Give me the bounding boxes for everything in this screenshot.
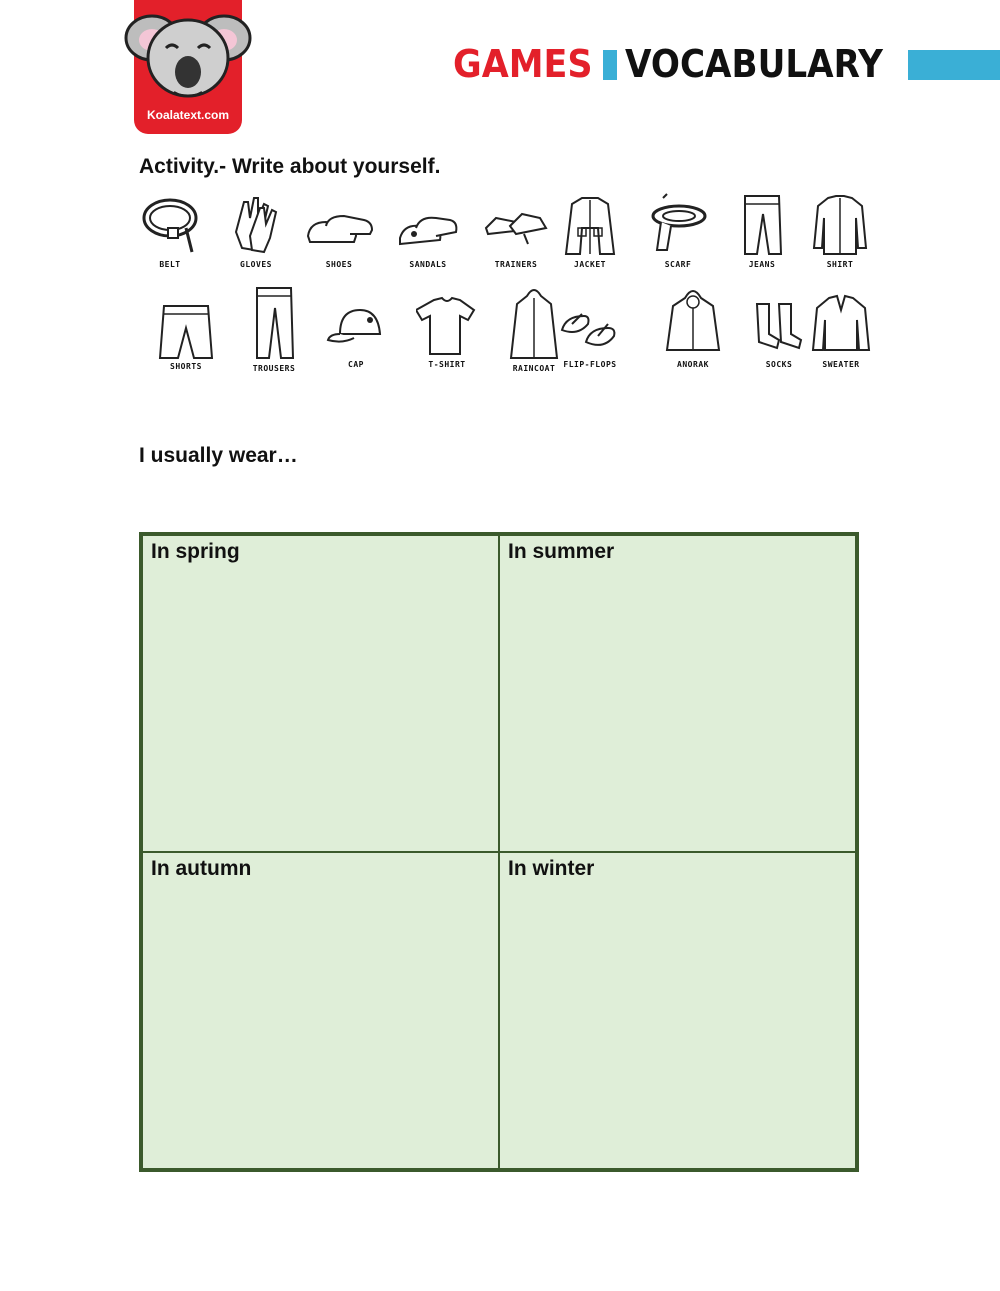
clothing-item [302,192,376,269]
clothing-label: FLIP-FLOPS [563,360,617,369]
tshirt-icon [416,284,478,358]
activity-title: Activity.- Write about yourself. [139,155,441,178]
koala-icon [122,0,254,110]
cap-icon [326,284,386,358]
socks-icon [751,284,807,358]
clothing-item [154,284,218,371]
clothing-item [748,284,810,369]
sweater-icon [811,284,871,358]
clothing-item [662,284,724,369]
clothes-row-2 [134,284,884,384]
clothing-item [730,192,794,269]
clothing-item [502,284,566,373]
season-label: In winter [508,857,595,880]
shorts-icon [158,284,214,360]
clothing-item [558,284,622,369]
clothing-item [810,284,872,369]
brand-games: GAMES [453,42,593,86]
clothing-label: TRAINERS [494,260,538,269]
clothing-label: SCARF [664,260,692,269]
sandals-icon [396,192,460,258]
clothing-item [224,192,288,269]
brand-separator [603,50,617,80]
clothing-label: SANDALS [409,260,447,269]
clothing-label: SHIRT [826,260,854,269]
clothing-label: GLOVES [240,260,272,269]
clothing-item [414,284,480,369]
scarf-icon [643,192,713,258]
season-label: In autumn [151,857,252,880]
clothing-item [558,192,622,269]
clothes-row-1 [134,192,884,282]
raincoat-icon [509,284,559,362]
prompt-text: I usually wear… [139,444,298,467]
trainers-icon [484,192,548,258]
koalatext-logo [134,0,242,134]
clothing-label: SOCKS [765,360,793,369]
flip-flops-icon [558,284,622,358]
season-label: In spring [151,540,240,563]
trousers-icon [249,284,299,362]
clothing-label: BELT [159,260,181,269]
season-cell-summer[interactable] [499,535,856,852]
clothing-label: SWEATER [822,360,860,369]
belt-icon [140,192,200,258]
clothing-item [324,284,388,369]
clothing-label: SHOES [325,260,353,269]
gloves-icon [226,192,286,258]
clothing-label: CAP [348,360,364,369]
brand-header [453,42,883,86]
clothing-label: SHORTS [170,362,202,371]
shoes-icon [304,192,374,258]
season-grid [139,532,859,1172]
clothing-label: JEANS [748,260,776,269]
clothing-label: RAINCOAT [512,364,556,373]
anorak-icon [665,284,721,358]
brand-bar [908,50,1000,80]
clothing-item [808,192,872,269]
brand-vocabulary: VOCABULARY [625,42,883,86]
clothing-item [642,192,714,269]
clothing-item [396,192,460,269]
logo-text: Koalatext.com [146,108,230,122]
clothing-item [484,192,548,269]
season-cell-spring[interactable] [142,535,499,852]
clothing-item [138,192,202,269]
clothing-item [242,284,306,373]
season-cell-autumn[interactable] [142,852,499,1169]
jacket-icon [560,192,620,258]
season-label: In summer [508,540,615,563]
clothing-label: ANORAK [677,360,709,369]
clothing-label: JACKET [574,260,606,269]
season-cell-winter[interactable] [499,852,856,1169]
shirt-icon [812,192,868,258]
jeans-icon [737,192,787,258]
clothing-label: TROUSERS [252,364,296,373]
clothing-label: T-SHIRT [428,360,466,369]
